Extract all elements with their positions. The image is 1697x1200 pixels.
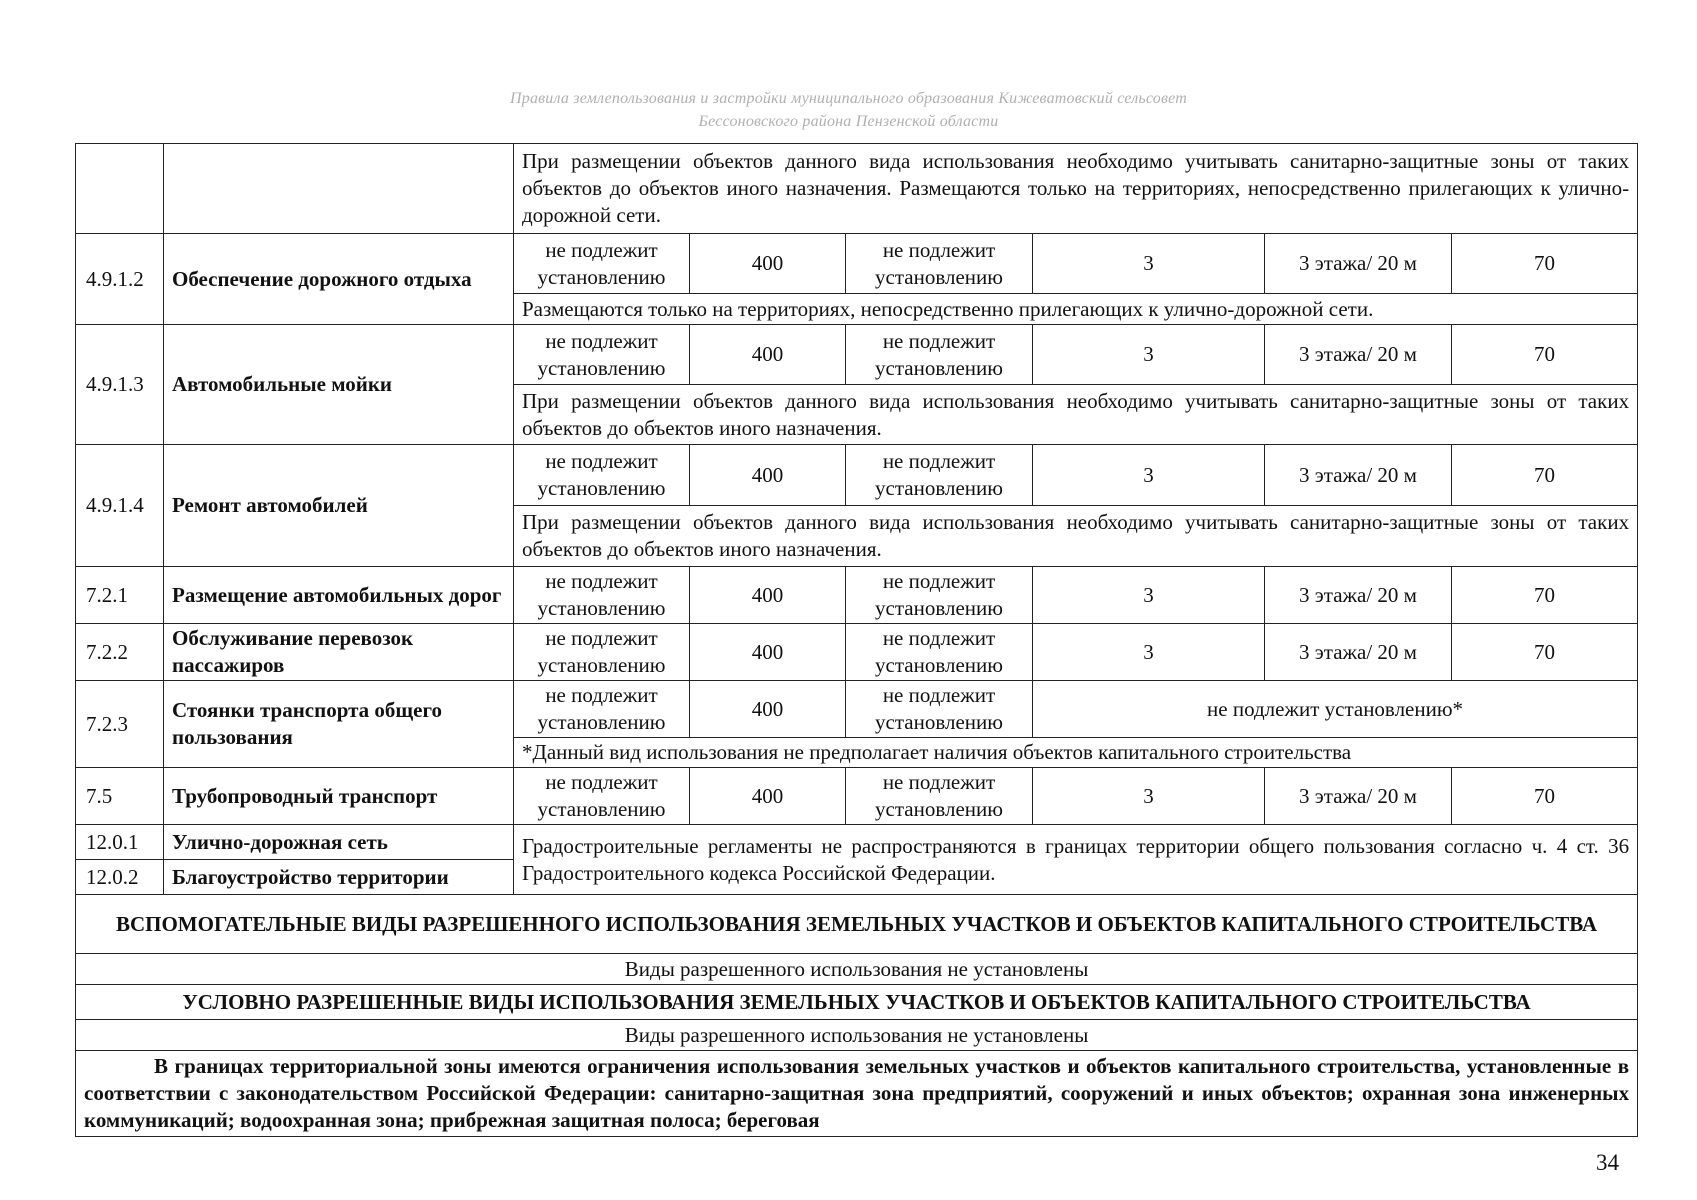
section-heading-row — [76, 895, 1638, 954]
table-row — [76, 768, 1638, 825]
max-area-cell: 400 — [690, 624, 846, 681]
name-cell: Трубопроводный транспорт — [164, 768, 514, 825]
note-cell: *Данный вид использования не предполагает наличия объектов капитального строительства — [514, 738, 1638, 768]
setback-cell: не подлежит установлению — [846, 681, 1033, 738]
max-area-cell: 400 — [690, 768, 846, 825]
code-cell: 4.9.1.4 — [76, 445, 164, 567]
height-cell: 3 этажа/ 20 м — [1265, 624, 1452, 681]
min-area-cell: не подлежит установлению — [514, 624, 690, 681]
running-header-line2: Бессоновского района Пензенской области — [698, 113, 999, 130]
setback-cell: не подлежит установлению — [846, 234, 1033, 294]
table-row — [76, 1020, 1638, 1051]
conditional-section-heading: УСЛОВНО РАЗРЕШЕННЫЕ ВИДЫ ИСПОЛЬЗОВАНИЯ ЗЕМЕЛЬНЫХ УЧАСТКОВ И ОБЪЕКТОВ КАПИТАЛЬНОГО СТРОИТЕЛЬСТВА — [76, 985, 1638, 1020]
auxiliary-section-heading: ВСПОМОГАТЕЛЬНЫЕ ВИДЫ РАЗРЕШЕННОГО ИСПОЛЬЗОВАНИЯ ЗЕМЕЛЬНЫХ УЧАСТКОВ И ОБЪЕКТОВ КАПИТАЛЬНОГО СТРОИТЕЛЬСТВА — [76, 895, 1638, 954]
auxiliary-section-text: Виды разрешенного использования не установлены — [76, 954, 1638, 985]
setback-cell: не подлежит установлению — [846, 567, 1033, 624]
name-cell: Размещение автомобильных дорог — [164, 567, 514, 624]
setback-cell: не подлежит установлению — [846, 325, 1033, 385]
coverage-cell: 70 — [1452, 624, 1638, 681]
min-area-cell: не подлежит установлению — [514, 768, 690, 825]
code-cell: 7.5 — [76, 768, 164, 825]
max-area-cell: 400 — [690, 234, 846, 294]
name-cell: Обеспечение дорожного отдыха — [164, 234, 514, 325]
max-area-cell: 400 — [690, 681, 846, 738]
height-cell: 3 этажа/ 20 м — [1265, 325, 1452, 385]
merged-params-cell: не подлежит установлению* — [1033, 681, 1638, 738]
setback-cell: не подлежит установлению — [846, 445, 1033, 506]
name-cell: Стоянки транспорта общего пользования — [164, 681, 514, 768]
max-area-cell: 400 — [690, 567, 846, 624]
min-area-cell: не подлежит установлению — [514, 234, 690, 294]
coverage-cell: 70 — [1452, 234, 1638, 294]
table-row — [76, 624, 1638, 681]
floors-cell: 3 — [1033, 234, 1265, 294]
note-cell: При размещении объектов данного вида использования необходимо учитывать санитарно-защитные зоны от таких объектов до объектов иного назначения. — [514, 506, 1638, 567]
min-area-cell: не подлежит установлению — [514, 445, 690, 506]
public-use-note-cell: Градостроительные регламенты не распространяются в границах территории общего пользования согласно ч. 4 ст. 36 Градостроительного кодекса Российской Федерации. — [514, 825, 1638, 895]
coverage-cell: 70 — [1452, 445, 1638, 506]
setback-cell: не подлежит установлению — [846, 768, 1033, 825]
note-cell: При размещении объектов данного вида использования необходимо учитывать санитарно-защитные зоны от таких объектов до объектов иного назначения. — [514, 385, 1638, 445]
name-cell: Благоустройство территории — [164, 860, 514, 895]
setback-cell: не подлежит установлению — [846, 624, 1033, 681]
conditional-section-text: Виды разрешенного использования не установлены — [76, 1020, 1638, 1051]
code-cell: 7.2.1 — [76, 567, 164, 624]
code-cell: 12.0.1 — [76, 825, 164, 860]
table-row — [76, 1051, 1638, 1137]
floors-cell: 3 — [1033, 768, 1265, 825]
section-heading-row — [76, 985, 1638, 1020]
page-number: 34 — [1596, 1150, 1619, 1175]
max-area-cell: 400 — [690, 325, 846, 385]
table-row — [76, 954, 1638, 985]
note-cell: Размещаются только на территориях, непосредственно прилегающих к улично-дорожной сети. — [514, 294, 1638, 325]
code-cell: 7.2.3 — [76, 681, 164, 768]
table-row — [76, 567, 1638, 624]
table-row — [76, 144, 1638, 234]
code-cell: 7.2.2 — [76, 624, 164, 681]
coverage-cell: 70 — [1452, 567, 1638, 624]
coverage-cell: 70 — [1452, 768, 1638, 825]
height-cell: 3 этажа/ 20 м — [1265, 445, 1452, 506]
code-cell: 12.0.2 — [76, 860, 164, 895]
running-header-line1: Правила землепользования и застройки муниципального образования Кижеватовский сельсовет — [509, 90, 1187, 107]
table-row — [76, 825, 1638, 860]
floors-cell: 3 — [1033, 567, 1265, 624]
min-area-cell: не подлежит установлению — [514, 325, 690, 385]
height-cell: 3 этажа/ 20 м — [1265, 234, 1452, 294]
note-cell: При размещении объектов данного вида использования необходимо учитывать санитарно-защитные зоны от таких объектов до объектов иного назначения. Размещаются только на территориях, непосредственно прилегающих к улично-дорожной сети. — [514, 144, 1638, 234]
code-cell: 4.9.1.2 — [76, 234, 164, 325]
zoning-regulations-table — [75, 143, 1638, 1137]
table-row — [76, 325, 1638, 385]
name-cell: Улично-дорожная сеть — [164, 825, 514, 860]
name-cell: Ремонт автомобилей — [164, 445, 514, 567]
floors-cell: 3 — [1033, 624, 1265, 681]
table-row — [76, 445, 1638, 506]
coverage-cell: 70 — [1452, 325, 1638, 385]
table-row — [76, 681, 1638, 738]
floors-cell: 3 — [1033, 325, 1265, 385]
floors-cell: 3 — [1033, 445, 1265, 506]
restrictions-paragraph: В границах территориальной зоны имеются ограничения использования земельных участков и объектов капитального строительства, установленные в соответствии с законодательством Российской Федерации: санитарно-защитная зона предприятий, сооружений и иных объектов; охранная зона инженерных коммуникаций; водоохранная зона; прибрежная защитная полоса; береговая — [76, 1051, 1638, 1137]
name-cell — [164, 144, 514, 234]
table-row — [76, 234, 1638, 294]
name-cell: Автомобильные мойки — [164, 325, 514, 445]
height-cell: 3 этажа/ 20 м — [1265, 567, 1452, 624]
height-cell: 3 этажа/ 20 м — [1265, 768, 1452, 825]
code-cell: 4.9.1.3 — [76, 325, 164, 445]
max-area-cell: 400 — [690, 445, 846, 506]
name-cell: Обслуживание перевозок пассажиров — [164, 624, 514, 681]
code-cell — [76, 144, 164, 234]
min-area-cell: не подлежит установлению — [514, 567, 690, 624]
min-area-cell: не подлежит установлению — [514, 681, 690, 738]
